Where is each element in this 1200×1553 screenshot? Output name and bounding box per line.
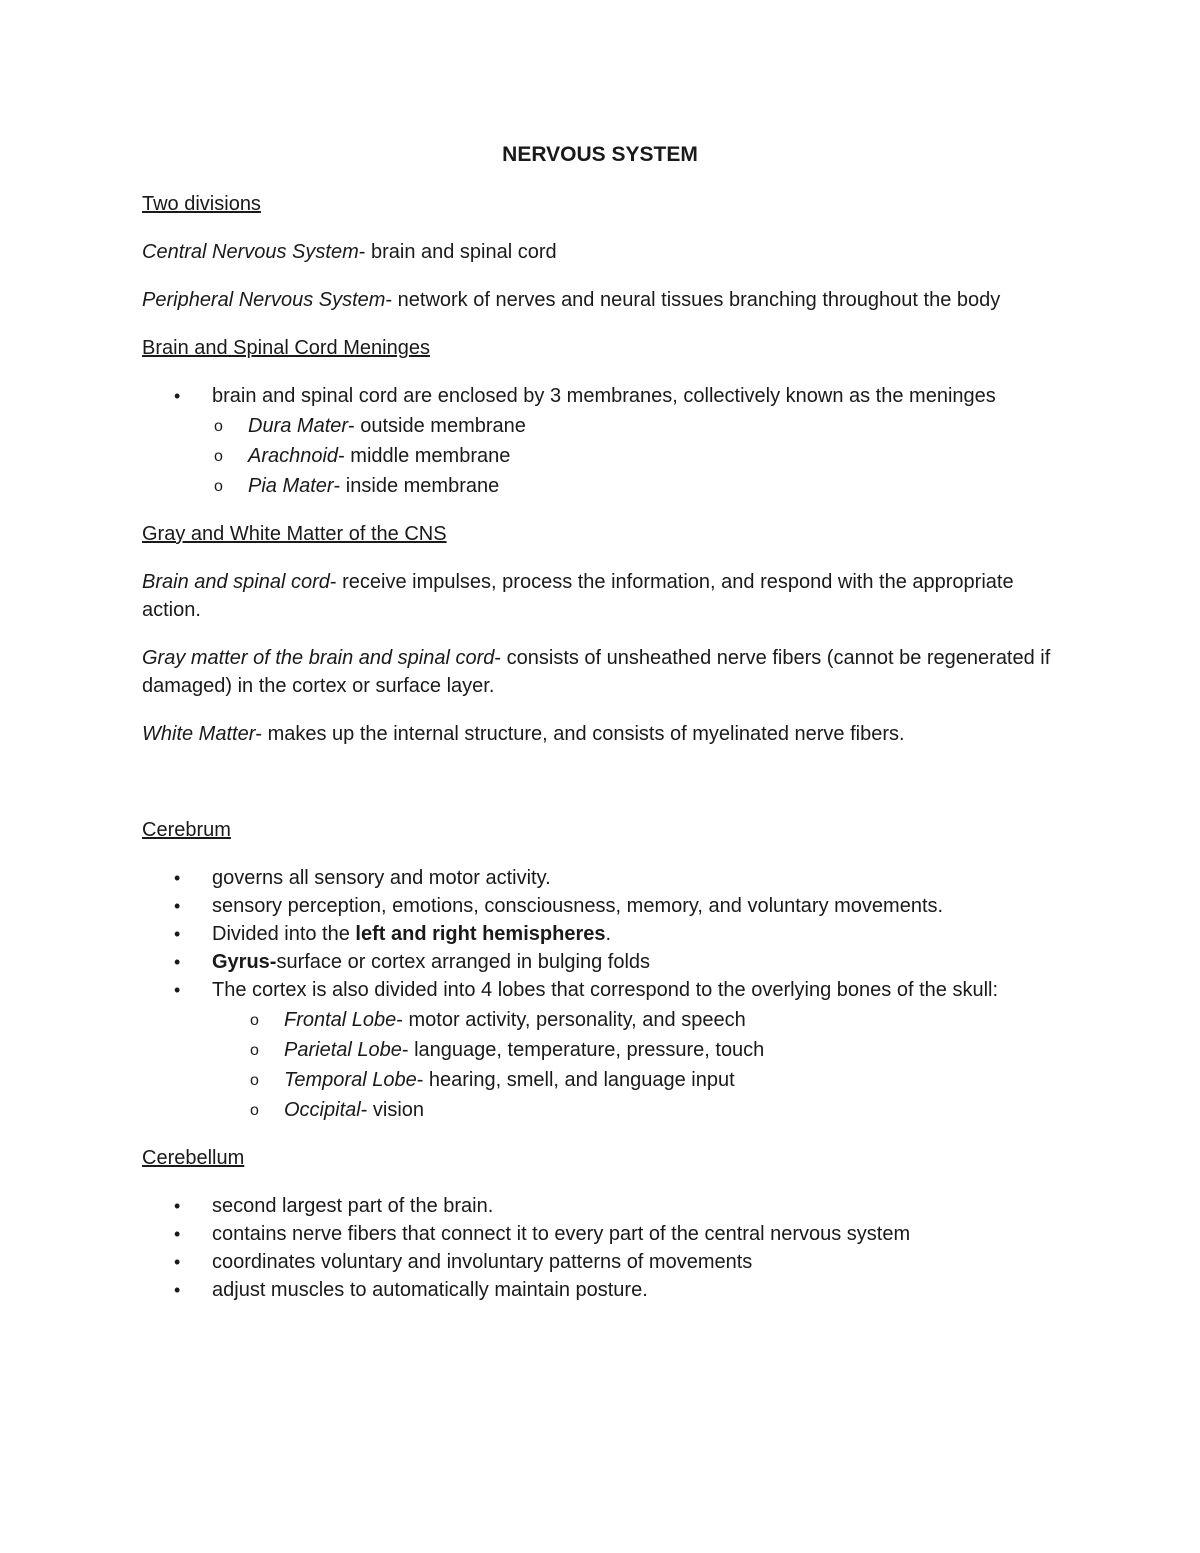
list-item bbox=[142, 1248, 1072, 1276]
circle-bullet-icon: o bbox=[250, 1102, 259, 1119]
paragraph-definition: - consists of unsheathed nerve fibers (cannot be regenerated if damaged) in the cortex or surface layer. bbox=[142, 647, 1051, 697]
paragraph-term: Brain and spinal cord bbox=[142, 571, 330, 593]
list-item bbox=[142, 1220, 1072, 1248]
list-item-text: . bbox=[605, 923, 612, 945]
document-page bbox=[142, 140, 1072, 1324]
pns-term: Peripheral Nervous System bbox=[142, 289, 386, 311]
bullet-icon: • bbox=[174, 924, 181, 944]
list-item bbox=[142, 1192, 1072, 1220]
pns-definition: - network of nerves and neural tissues branching throughout the body bbox=[385, 289, 1001, 311]
pns-paragraph bbox=[142, 286, 1072, 314]
heading-meninges: Brain and Spinal Cord Meninges bbox=[142, 337, 430, 359]
list-item bbox=[142, 382, 1072, 500]
list-item bbox=[142, 920, 1072, 948]
meninges-sublist bbox=[212, 412, 1072, 500]
bullet-icon: • bbox=[174, 386, 181, 406]
paragraph-term: White Matter bbox=[142, 723, 256, 745]
bullet-icon: • bbox=[174, 980, 181, 1000]
sub-definition: - language, temperature, pressure, touch bbox=[401, 1039, 765, 1061]
bold-term: Gyrus- bbox=[212, 951, 277, 973]
list-item-text: Divided into the bbox=[212, 923, 356, 945]
list-item bbox=[212, 472, 1072, 500]
circle-bullet-icon: o bbox=[250, 1012, 259, 1029]
list-item-text: second largest part of the brain. bbox=[212, 1195, 494, 1217]
bold-term: left and right hemispheres bbox=[355, 923, 606, 945]
meninges-list bbox=[142, 382, 1072, 500]
cns-term: Central Nervous System bbox=[142, 241, 359, 263]
list-item-text: adjust muscles to automatically maintain posture. bbox=[212, 1279, 648, 1301]
list-item bbox=[212, 442, 1072, 470]
white-matter-paragraph bbox=[142, 720, 1072, 748]
circle-bullet-icon: o bbox=[250, 1072, 259, 1089]
paragraph-definition: - makes up the internal structure, and consists of myelinated nerve fibers. bbox=[255, 723, 905, 745]
sub-term: Frontal Lobe bbox=[284, 1009, 397, 1031]
heading-gray-white-matter: Gray and White Matter of the CNS bbox=[142, 523, 447, 545]
heading-two-divisions: Two divisions bbox=[142, 193, 261, 215]
sub-definition: - motor activity, personality, and speech bbox=[396, 1009, 746, 1031]
list-item-text: contains nerve fibers that connect it to every part of the central nervous system bbox=[212, 1223, 911, 1245]
document-title: NERVOUS SYSTEM bbox=[502, 143, 698, 166]
circle-bullet-icon: o bbox=[214, 418, 223, 435]
circle-bullet-icon: o bbox=[214, 478, 223, 495]
list-item bbox=[142, 1276, 1072, 1304]
heading-cerebrum: Cerebrum bbox=[142, 819, 231, 841]
bullet-icon: • bbox=[174, 868, 181, 888]
bullet-icon: • bbox=[174, 1224, 181, 1244]
sub-definition: - vision bbox=[360, 1099, 425, 1121]
cerebrum-list bbox=[142, 864, 1072, 1124]
bullet-icon: • bbox=[174, 952, 181, 972]
heading-cerebellum: Cerebellum bbox=[142, 1147, 245, 1169]
sub-term: Arachnoid bbox=[248, 445, 339, 467]
cns-paragraph bbox=[142, 238, 1072, 266]
list-item bbox=[142, 976, 1072, 1124]
list-item-text: coordinates voluntary and involuntary patterns of movements bbox=[212, 1251, 753, 1273]
list-item-text: governs all sensory and motor activity. bbox=[212, 867, 551, 889]
sub-definition: - hearing, smell, and language input bbox=[416, 1069, 735, 1091]
sub-definition: - inside membrane bbox=[333, 475, 500, 497]
sub-definition: - middle membrane bbox=[338, 445, 511, 467]
list-item bbox=[212, 1006, 1072, 1034]
list-item-text: brain and spinal cord are enclosed by 3 membranes, collectively known as the meninges bbox=[212, 385, 996, 407]
paragraph-definition: - receive impulses, process the information, and respond with the appropriate action. bbox=[142, 571, 1014, 621]
spacer bbox=[142, 768, 1072, 816]
sub-term: Parietal Lobe bbox=[284, 1039, 402, 1061]
bullet-icon: • bbox=[174, 896, 181, 916]
sub-term: Temporal Lobe bbox=[284, 1069, 417, 1091]
cns-definition: - brain and spinal cord bbox=[358, 241, 557, 263]
sub-term: Pia Mater bbox=[248, 475, 334, 497]
list-item bbox=[212, 412, 1072, 440]
list-item bbox=[142, 892, 1072, 920]
circle-bullet-icon: o bbox=[250, 1042, 259, 1059]
list-item-text: surface or cortex arranged in bulging folds bbox=[276, 951, 651, 973]
list-item-text: The cortex is also divided into 4 lobes that correspond to the overlying bones of the skull: bbox=[212, 979, 999, 1001]
sub-term: Occipital bbox=[284, 1099, 361, 1121]
sub-definition: - outside membrane bbox=[348, 415, 526, 437]
bullet-icon: • bbox=[174, 1280, 181, 1300]
bullet-icon: • bbox=[174, 1196, 181, 1216]
list-item bbox=[212, 1096, 1072, 1124]
list-item bbox=[212, 1066, 1072, 1094]
cerebellum-list bbox=[142, 1192, 1072, 1304]
list-item bbox=[212, 1036, 1072, 1064]
list-item-text: sensory perception, emotions, consciousness, memory, and voluntary movements. bbox=[212, 895, 944, 917]
paragraph-term: Gray matter of the brain and spinal cord bbox=[142, 647, 495, 669]
brain-spinal-paragraph bbox=[142, 568, 1072, 624]
sub-term: Dura Mater bbox=[248, 415, 349, 437]
list-item bbox=[142, 948, 1072, 976]
bullet-icon: • bbox=[174, 1252, 181, 1272]
circle-bullet-icon: o bbox=[214, 448, 223, 465]
list-item bbox=[142, 864, 1072, 892]
lobes-sublist bbox=[212, 1006, 1072, 1124]
gray-matter-paragraph bbox=[142, 644, 1072, 700]
